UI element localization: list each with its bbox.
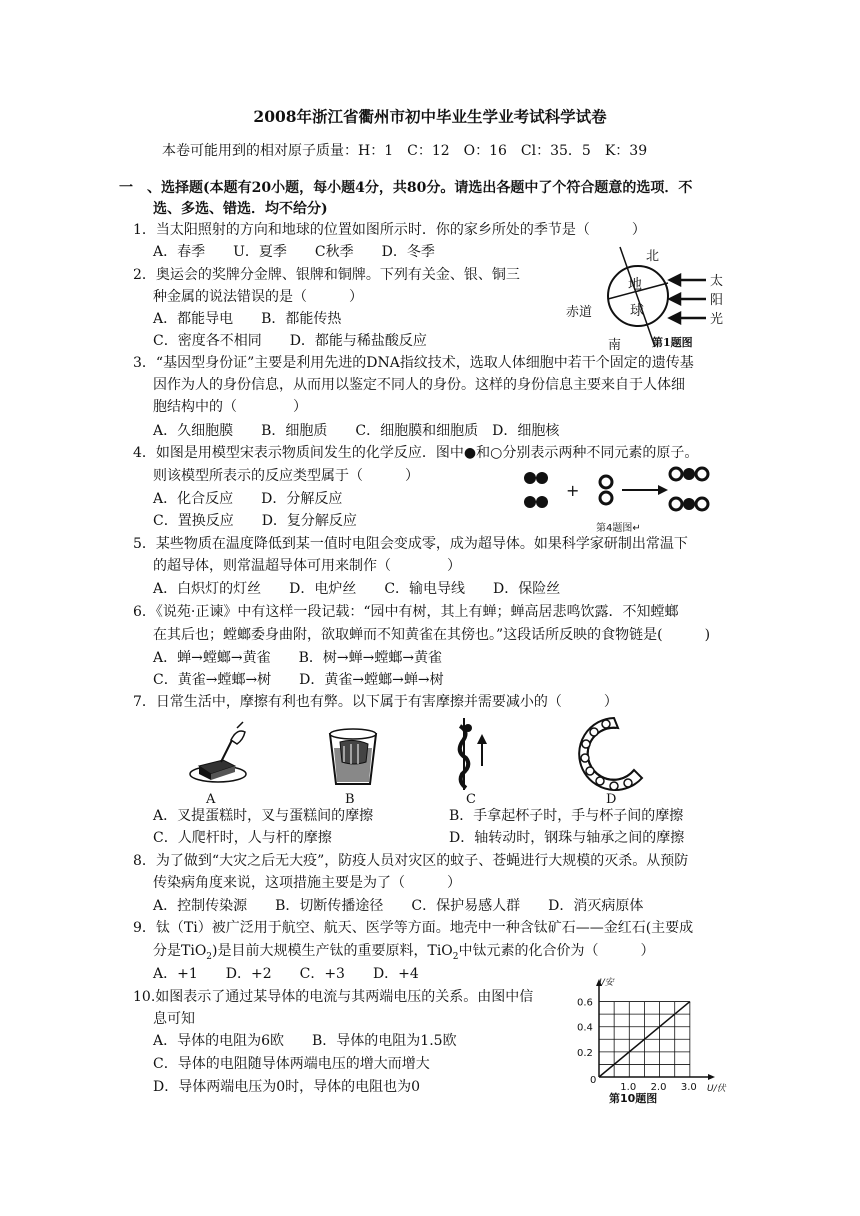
q6-stem-line1: 6．《说苑·正谏》中有这样一段记载：“园中有树，其上有蝉；蝉高居悲鸣饮露．不知螳螂 xyxy=(133,604,679,620)
north-label: 北 xyxy=(646,249,660,264)
x-tick-label: 2.0 xyxy=(650,1082,667,1093)
q6-options-line1: A．蝉→螳螂→黄雀 B．树→蝉→螳螂→黄雀 xyxy=(153,650,443,666)
section-heading-line1: 一 、选择题(本题有20小题，每小题4分，共80分。请选出各题中了个符合题意的选项．不 xyxy=(119,180,693,196)
figure-4 xyxy=(512,466,722,522)
q4-stem-line1: 4．如图是用模型宋表示物质间发生的化学反应．图中●和○分别表示两种不同元素的原子。 xyxy=(133,445,699,461)
q7-option-c: C．人爬杆时，人与杆的摩擦 xyxy=(153,830,332,846)
q6-stem-line2: 在其后也；螳螂委身曲附，欲取蝉而不知黄雀在其傍也。”这段话所反映的食物链是( ) xyxy=(153,627,711,643)
q4-stem-line2: 则该模型所表示的反应类型属于（ ） xyxy=(153,468,419,484)
q7-label-a: A xyxy=(206,792,216,807)
y-tick-label: 0.4 xyxy=(577,1022,593,1034)
q7-figure-c xyxy=(452,716,492,792)
q7-label-c: C xyxy=(466,792,476,807)
q9-options: A．+1 D．+2 C．+3 D．+4 xyxy=(153,966,419,982)
q7-option-b: B．手拿起杯子时，手与杯子间的摩擦 xyxy=(449,808,684,824)
south-label: 南 xyxy=(608,338,622,351)
x-tick-label: 3.0 xyxy=(680,1082,697,1093)
q9-subscript-1: 2 xyxy=(206,951,213,962)
current-voltage-chart xyxy=(575,975,735,1105)
q4-options-line1: A．化合反应 D．分解反应 xyxy=(153,491,343,507)
figure-10-caption: 第10题图 xyxy=(609,1092,658,1105)
q10-stem-line1: 10.如图表示了通过某导体的电流与其两端电压的关系。由图中信 xyxy=(133,989,534,1005)
q7-label-d: D xyxy=(606,792,617,807)
q10-stem-line2: 息可知 xyxy=(153,1011,195,1027)
q2-stem-line2: 种金属的说法错误的是（ ） xyxy=(153,289,363,305)
svg-text:+: + xyxy=(566,481,580,500)
earth-label-1: 地 xyxy=(628,277,642,293)
section-heading-line2: 选、多选、错选．均不给分) xyxy=(153,201,328,217)
q5-stem-line1: 5．某些物质在温度降低到某一值时电阻会变成零，成为超导体。如果科学家研制出常温下 xyxy=(133,536,688,552)
q9-stem-part3: 中钛元素的化合价为（ ） xyxy=(458,943,655,959)
q2-options-line2: C．密度各不相同 D．都能与稀盐酸反应 xyxy=(153,333,427,349)
q10-option-c: C．导体的电阻随导体两端电压的增大而增大 xyxy=(153,1056,430,1072)
earth-label-2: 球 xyxy=(630,303,644,319)
q10-options-ab: A．导体的电阻为6欧 B．导体的电阻为1.5欧 xyxy=(153,1033,457,1049)
q7-figure-a xyxy=(185,718,255,790)
q7-stem: 7．日常生活中，摩擦有利也有弊。以下属于有害摩擦并需要减小的（ ） xyxy=(133,694,618,710)
q9-stem-line2 xyxy=(153,941,655,967)
q8-stem-line1: 8．为了做到“大灾之后无大疫”，防疫人员对灾区的蚊子、苍蝇进行大规模的灭杀。从预防 xyxy=(133,853,689,869)
q7-label-b: B xyxy=(345,792,355,807)
q3-stem-line2: 因作为人的身份信息，从而用以鉴定不同人的身份。这样的身份信息主要来自于人体细 xyxy=(153,377,685,393)
q9-stem-line1: 9．钛（Ti）被广泛用于航空、航天、医学等方面。地壳中一种含钛矿石——金红石(主要成 xyxy=(133,920,694,936)
y-tick-label: 0.6 xyxy=(577,997,593,1009)
page-title: 2008年浙江省衢州市初中毕业生学业考试科学试卷 xyxy=(253,107,607,126)
ball-bearing-icon xyxy=(578,714,650,794)
q1-stem: 1．当太阳照射的方向和地球的位置如图所示时．你的家乡所处的季节是（ ） xyxy=(133,222,646,238)
q7-figure-b xyxy=(318,718,388,790)
q3-stem-line1: 3．“基因型身份证”主要是利用先进的DNA指纹技术，选取人体细胞中若干个固定的遗传基 xyxy=(133,355,694,371)
sunlight-label-3: 光 xyxy=(710,312,724,327)
q2-options-line1: A．都能导电 B．都能传热 xyxy=(153,311,342,327)
pole-climber-icon xyxy=(452,716,492,792)
fork-cake-icon xyxy=(185,718,255,790)
hand-cup-icon xyxy=(318,718,388,790)
origin-label: 0 xyxy=(590,1075,597,1086)
figure-10 xyxy=(575,975,735,1105)
q6-options-line2: C．黄雀→螳螂→树 D．黄雀→螳螂→蝉→树 xyxy=(153,672,444,688)
earth-sunlight-diagram xyxy=(560,243,735,351)
figure-4-caption: 第4题图↵ xyxy=(596,523,641,534)
x-axis-arrow xyxy=(708,1074,715,1080)
q7-option-d: D．轴转动时，钢珠与轴承之间的摩擦 xyxy=(449,830,685,846)
q3-stem-line3: 胞结构中的（ ） xyxy=(153,399,307,415)
x-axis-label: U/伏 xyxy=(707,1084,726,1094)
y-tick-label: 0.2 xyxy=(577,1047,593,1059)
q3-options: A．久细胞膜 B．细胞质 C．细胞膜和细胞质 D．细胞核 xyxy=(153,423,560,439)
x-tick-label: 1.0 xyxy=(620,1082,637,1093)
q4-options-line2: C．置换反应 D．复分解反应 xyxy=(153,513,357,529)
sunlight-label-2: 阳 xyxy=(710,293,724,308)
atomic-masses: 本卷可能用到的相对原子质量：H：1 C：12 O：16 Cl：35．5 K：39 xyxy=(162,143,648,159)
q8-stem-line2: 传染病角度来说，这项措施主要是为了（ ） xyxy=(153,875,461,891)
q7-figure-d xyxy=(578,714,650,794)
q5-options: A．白炽灯的灯丝 D．电炉丝 C．输电导线 D．保险丝 xyxy=(153,581,561,597)
q10-option-d: D．导体两端电压为0时，导体的电阻也为0 xyxy=(153,1079,421,1095)
equator-label: 赤道 xyxy=(566,305,593,320)
q9-stem-part2: )是目前大规模生产钛的重要原料，TiO xyxy=(212,943,453,959)
q1-options: A．春季 U．夏季 C秋季 D．冬季 xyxy=(153,244,435,260)
q7-option-a: A．叉提蛋糕时，叉与蛋糕间的摩擦 xyxy=(153,808,374,824)
q9-stem-part1: 分是TiO xyxy=(153,943,207,959)
reaction-model-diagram xyxy=(512,466,722,522)
y-axis-label: I/安 xyxy=(599,978,614,988)
q8-options: A．控制传染源 B．切断传播途径 C．保护易感人群 D．消灭病原体 xyxy=(153,898,644,914)
q9-subscript-2: 2 xyxy=(452,951,459,962)
q5-stem-line2: 的超导体，则常温超导体可用来制作（ ） xyxy=(153,558,461,574)
figure-1-caption: 第1题图 xyxy=(652,336,693,349)
q2-stem-line1: 2．奥运会的奖牌分金牌、银牌和铜牌。下列有关金、银、铜三 xyxy=(133,267,520,283)
figure-1 xyxy=(560,243,735,351)
sunlight-label-1: 太 xyxy=(710,274,724,289)
